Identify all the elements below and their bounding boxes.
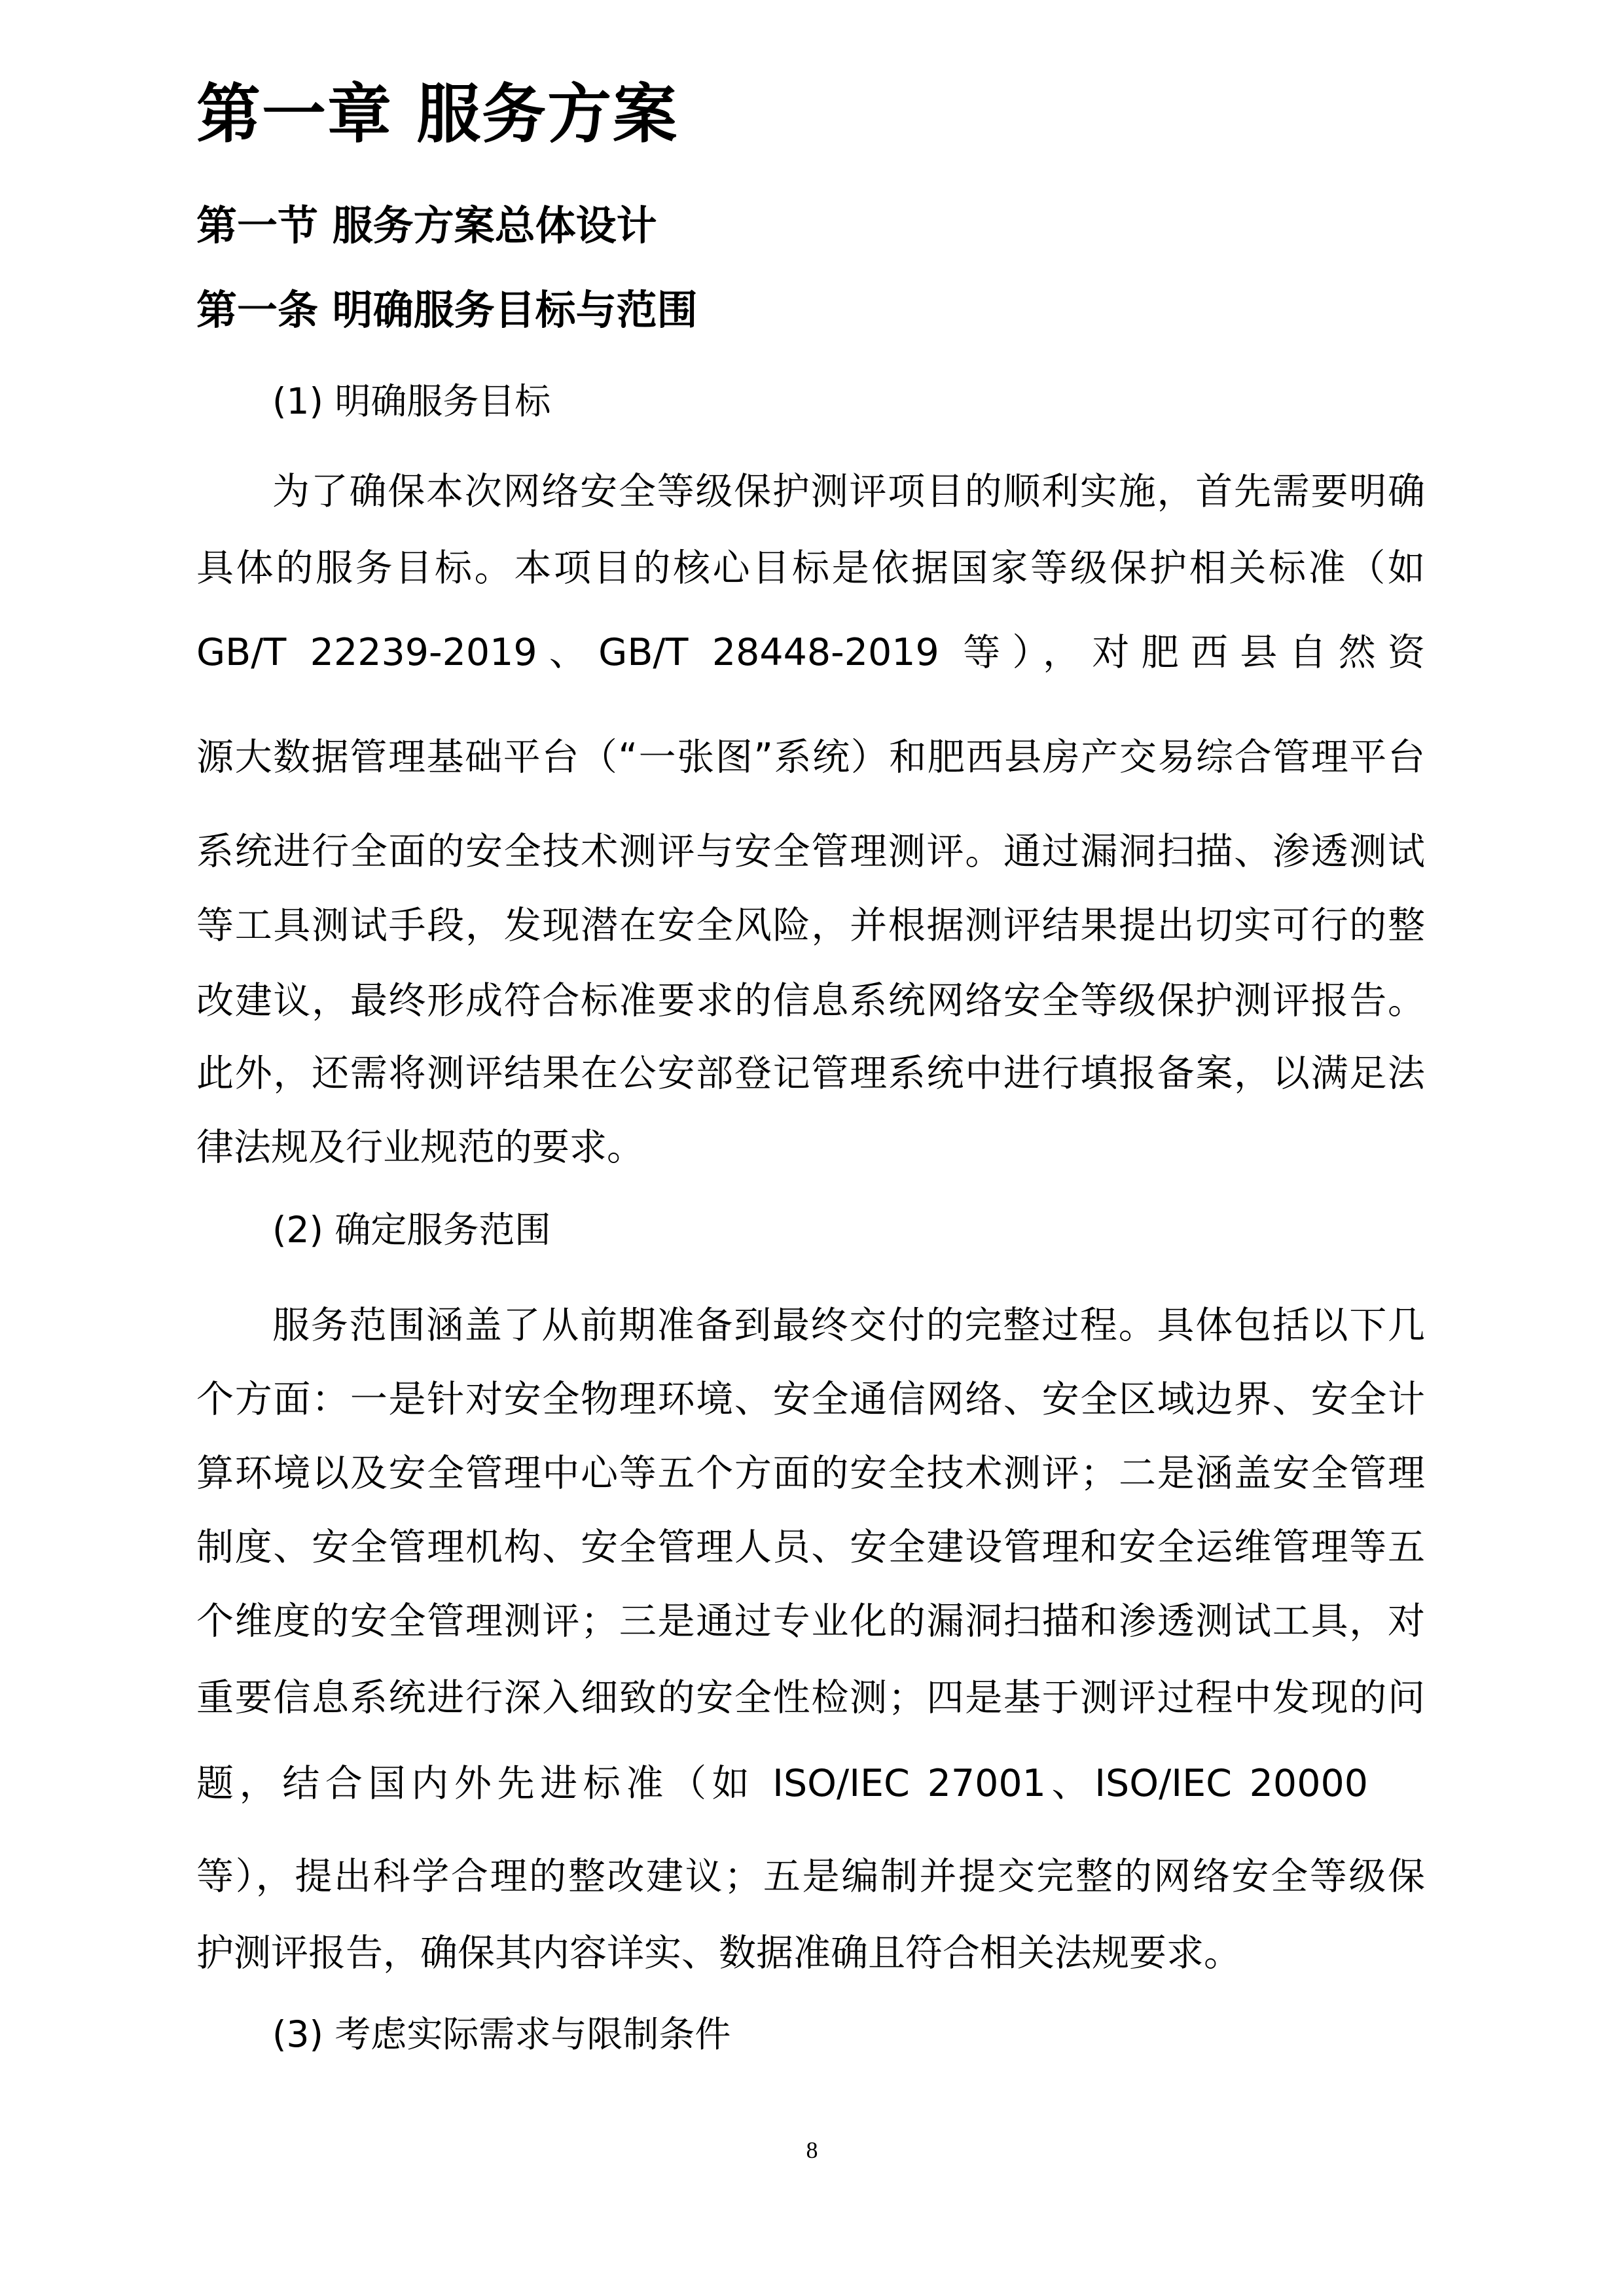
paragraph-line: 护测评报告，确保其内容详实、数据准确且符合相关法规要求。 (196, 1931, 1241, 1975)
subheading-service-scope: (2) 确定服务范围 (272, 1209, 551, 1251)
paragraph-line: 具体的服务目标。本项目的核心目标是依据国家等级保护相关标准（如 (196, 547, 1425, 590)
paragraph-line: 个维度的安全管理测评；三是通过专业化的漏洞扫描和渗透测试工具，对 (196, 1600, 1425, 1643)
paragraph-line: 算环境以及安全管理中心等五个方面的安全技术测评；二是涵盖安全管理 (196, 1452, 1425, 1495)
paragraph-line: 个方面：一是针对安全物理环境、安全通信网络、安全区域边界、安全计 (196, 1378, 1425, 1421)
paragraph-line: 题，结合国内外先进标准（如 ISO/IEC 27001、ISO/IEC 20000 (196, 1762, 1368, 1805)
paragraph-line: 等），提出科学合理的整改建议；五是编制并提交完整的网络安全等级保 (196, 1855, 1425, 1898)
paragraph-line: 制度、安全管理机构、安全管理人员、安全建设管理和安全运维管理等五 (196, 1526, 1425, 1569)
paragraph-line: 此外，还需将测评结果在公安部登记管理系统中进行填报备案，以满足法 (196, 1052, 1425, 1095)
paragraph-line: 为了确保本次网络安全等级保护测评项目的顺利实施，首先需要明确 (272, 470, 1425, 513)
article-title: 第一条 明确服务目标与范围 (196, 286, 698, 334)
subheading-requirements-constraints: (3) 考虑实际需求与限制条件 (272, 2013, 731, 2055)
paragraph-line: 改建议，最终形成符合标准要求的信息系统网络安全等级保护测评报告。 (196, 979, 1425, 1022)
paragraph-line: 律法规及行业规范的要求。 (196, 1126, 644, 1169)
paragraph-line: 等工具测试手段，发现潜在安全风险，并根据测评结果提出切实可行的整 (196, 904, 1425, 947)
section-title: 第一节 服务方案总体设计 (196, 202, 657, 249)
paragraph-line: 系统进行全面的安全技术测评与安全管理测评。通过漏洞扫描、渗透测试 (196, 830, 1425, 873)
paragraph-line: 服务范围涵盖了从前期准备到最终交付的完整过程。具体包括以下几 (272, 1304, 1425, 1347)
chapter-title: 第一章 服务方案 (196, 77, 679, 152)
subheading-service-goal: (1) 明确服务目标 (272, 380, 551, 422)
paragraph-line: GB/T 22239-2019、GB/T 28448-2019 等），对肥西县自然资 (196, 631, 1425, 674)
paragraph-line: 源大数据管理基础平台（“一张图”系统）和肥西县房产交易综合管理平台 (196, 736, 1425, 779)
paragraph-line: 重要信息系统进行深入细致的安全性检测；四是基于测评过程中发现的问 (196, 1676, 1425, 1719)
page-number: 8 (806, 2137, 818, 2163)
